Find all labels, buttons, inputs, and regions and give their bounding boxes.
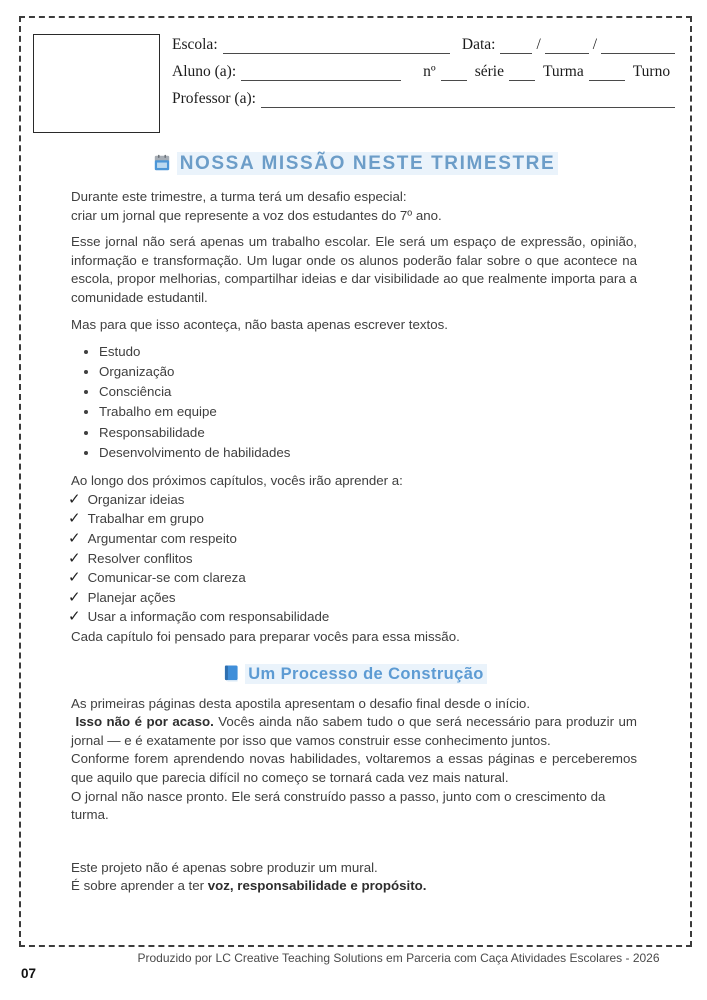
section2-title-row (21, 665, 690, 687)
calendar-icon (153, 154, 171, 178)
paragraph: criar um jornal que represente a voz dos estudantes do 7º ano. (71, 207, 442, 223)
student-id-form (172, 34, 675, 133)
dashed-border-frame (19, 16, 692, 947)
paragraph (71, 877, 637, 896)
page-number: 07 (21, 966, 37, 981)
checklist-item (68, 550, 637, 569)
date-slash: / (536, 36, 541, 53)
closing-bold: voz, responsabilidade e propósito. (207, 878, 427, 894)
checklist-item-label: Organizar ideias (87, 491, 185, 507)
paragraph: Ao longo dos próximos capítulos, vocês irão aprender a: (71, 473, 403, 489)
learning-checklist (68, 490, 637, 627)
check-icon: ✓ (68, 530, 81, 547)
footer-credit: Produzido por LC Creative Teaching Solutions em Parceria com Caça Atividades Escolares - 2026 (137, 951, 660, 965)
checklist-item (68, 608, 637, 627)
section2-body (21, 695, 690, 896)
checklist-item (68, 569, 637, 588)
paragraph-rest: Vocês ainda não sabem tudo o que será necessário para produzir um jornal — e é exatamente por isso que vamos construir esse conhecimento juntos. (71, 714, 637, 748)
paragraph: As primeiras páginas desta apostila apresentam o desafio final desde o início. (71, 695, 531, 711)
turno-label: Turno (632, 63, 671, 80)
section1-title: NOSSA MISSÃO NESTE TRIMESTRE (177, 152, 559, 175)
numero-label: nº (423, 63, 436, 80)
form-row-professor (172, 90, 675, 108)
checklist-item (68, 589, 637, 608)
checklist-item-label: Planejar ações (87, 589, 176, 605)
check-icon: ✓ (68, 569, 81, 587)
check-icon: ✓ (68, 608, 81, 626)
checklist-item-label: Comunicar-se com clareza (87, 570, 246, 586)
professor-label: Professor (a): (172, 90, 256, 107)
section2-title: Um Processo de Construção (245, 664, 487, 684)
escola-label: Escola: (172, 36, 218, 53)
book-icon (224, 665, 239, 687)
aluno-label: Aluno (a): (172, 63, 237, 80)
checklist-item (68, 491, 637, 510)
section1-title-row (21, 153, 690, 178)
list-item: • Desenvolvimento de habilidades (99, 444, 637, 463)
form-row-aluno (172, 63, 675, 81)
bold-lead: Isso não é por acaso. (75, 714, 214, 730)
section1-body (21, 188, 690, 647)
professor-blank-line (261, 92, 675, 108)
paragraph: Mas para que isso aconteça, não basta apenas escrever textos. (71, 316, 448, 332)
paragraph: Esse jornal não será apenas um trabalho escolar. Ele será um espaço de expressão, opinião, informação e transformação. Um lugar onde os alunos poderão falar sobre o que acontece na escola, propor melhorias, compartilhar ideias e dar visibilidade ao que realmente importa para a comunidade estudantil. (71, 234, 637, 305)
checklist-item-label: Trabalhar em grupo (87, 511, 204, 527)
list-item: • Estudo (99, 343, 637, 362)
serie-label: série (474, 63, 504, 80)
paragraph (71, 713, 637, 750)
date-slash: / (592, 36, 598, 53)
paragraph: O jornal não nasce pronto. Ele será construído passo a passo, junto com o crescimento da turma. (71, 788, 606, 823)
paragraph: Conforme forem aprendendo novas habilidades, voltaremos a essas páginas e perceberemos que aquilo que parecia difícil no começo se tornará cada vez mais natural. (71, 751, 637, 785)
check-icon: ✓ (68, 549, 81, 567)
checklist-item (68, 510, 637, 529)
spacer (71, 833, 637, 859)
skills-bullet-list (99, 343, 637, 462)
header-form (33, 34, 674, 133)
paragraph: Durante este trimestre, a turma terá um desafio especial: (71, 189, 407, 204)
closing-prefix: É sobre aprender a ter (71, 878, 208, 894)
paragraph: Cada capítulo foi pensado para preparar vocês para essa missão. (71, 628, 460, 644)
checklist-item-label: Resolver conflitos (87, 550, 193, 566)
data-month-blank (545, 38, 589, 54)
serie-blank (509, 65, 535, 81)
list-item: • Consciência (99, 383, 637, 402)
escola-blank-line (223, 38, 450, 54)
numero-blank (441, 65, 467, 81)
aluno-blank-line (241, 65, 401, 81)
list-item: • Trabalho em equipe (99, 403, 637, 422)
list-item: • Organização (99, 363, 637, 382)
data-day-blank (500, 38, 532, 54)
checklist-item (68, 530, 637, 549)
turma-blank (589, 65, 625, 81)
data-year-blank (601, 38, 675, 54)
paragraph: Este projeto não é apenas sobre produzir um mural. (71, 859, 378, 875)
check-icon: ✓ (68, 510, 81, 528)
check-icon: ✓ (68, 588, 81, 606)
form-row-escola (172, 36, 675, 54)
school-logo-box (33, 34, 160, 133)
checklist-item-label: Argumentar com respeito (87, 531, 237, 546)
checklist-item-label: Usar a informação com responsabilidade (87, 609, 330, 625)
check-icon: ✓ (68, 490, 81, 508)
turma-label: Turma (542, 63, 584, 80)
data-label: Data: (461, 36, 496, 53)
list-item: • Responsabilidade (99, 424, 637, 443)
